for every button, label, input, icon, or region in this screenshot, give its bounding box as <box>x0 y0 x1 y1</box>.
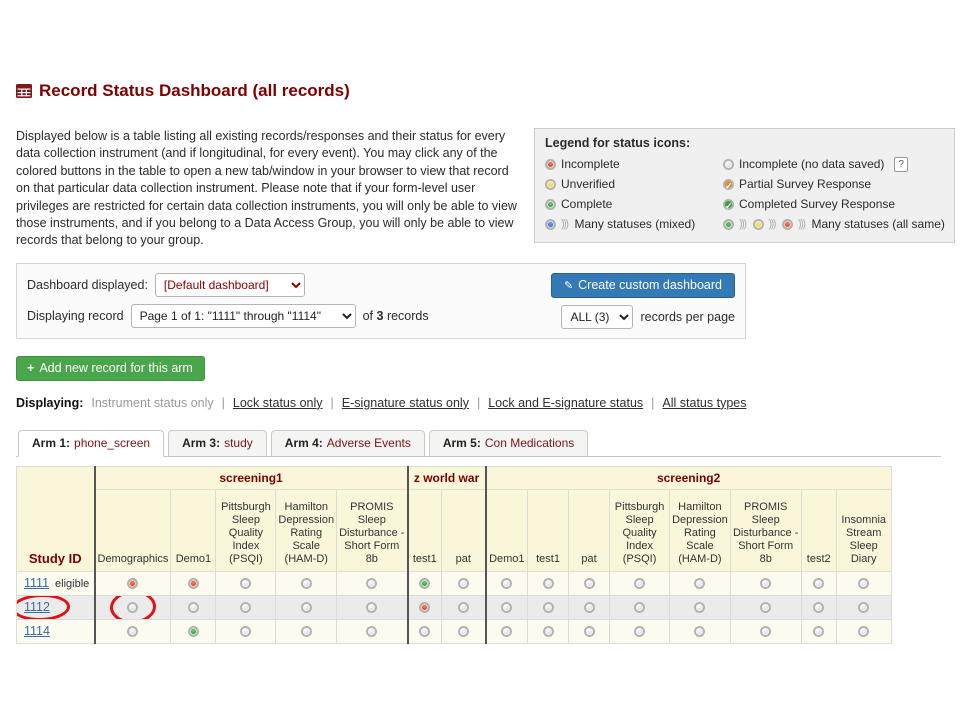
record-status-table <box>16 466 892 644</box>
status-cell <box>486 595 528 619</box>
event-header-screening2: screening2 <box>486 466 892 489</box>
intro-row <box>16 128 955 250</box>
status-icon-none[interactable] <box>813 578 824 589</box>
add-record-button[interactable]: + Add new record for this arm <box>16 356 205 381</box>
page-title-row <box>16 81 955 101</box>
status-icon-incomplete[interactable] <box>127 578 138 589</box>
displaying-record-label: Displaying record <box>27 308 124 323</box>
status-cell <box>95 571 171 595</box>
instrument-header: Pittsburgh Sleep Quality Index (PSQI) <box>216 489 276 571</box>
status-cell <box>801 571 836 595</box>
status-cell <box>836 571 891 595</box>
survey-complete-status-icon <box>723 199 734 210</box>
legend-item <box>545 214 723 234</box>
legend-item-label: Incomplete <box>561 157 620 171</box>
legend-item <box>545 174 723 194</box>
legend-item-label: Unverified <box>561 177 616 191</box>
pencil-icon: ✎ <box>563 279 574 292</box>
status-icon-none[interactable] <box>694 602 705 613</box>
arm-tab-prefix: Arm 5: <box>442 435 481 450</box>
legend-item-label: Partial Survey Response <box>739 177 872 191</box>
dashboard-controls-right <box>551 273 735 329</box>
status-icon-none[interactable] <box>458 602 469 613</box>
status-cell <box>408 571 442 595</box>
status-cell <box>528 619 569 643</box>
instrument-header: Demo1 <box>171 489 216 571</box>
arm-tabs <box>16 430 941 457</box>
status-cell <box>95 619 171 643</box>
status-icon-none[interactable] <box>543 602 554 613</box>
status-icon-none[interactable] <box>501 578 512 589</box>
status-cell <box>216 595 276 619</box>
status-icon-incomplete[interactable] <box>419 602 430 613</box>
instrument-header: pat <box>569 489 610 571</box>
status-icon-none[interactable] <box>858 626 869 637</box>
filter-lock-status-only[interactable]: Lock status only <box>232 395 323 410</box>
legend-item <box>723 214 945 234</box>
instrument-header: test1 <box>528 489 569 571</box>
tab-adverse-events[interactable] <box>271 430 425 456</box>
status-icon-none[interactable] <box>634 626 645 637</box>
status-icon-none[interactable] <box>858 578 869 589</box>
status-cell <box>216 571 276 595</box>
check-icon: ✓ <box>725 180 733 191</box>
arm-tab-prefix: Arm 1: <box>32 435 71 450</box>
status-cell <box>670 571 731 595</box>
legend-item-label: Many statuses (mixed) <box>574 217 696 231</box>
status-cell <box>216 619 276 643</box>
status-icon-incomplete[interactable] <box>188 578 199 589</box>
status-icon-none[interactable] <box>188 602 199 613</box>
status-icon-none[interactable] <box>419 626 430 637</box>
legend-item-label: Many statuses (all same) <box>811 217 945 231</box>
status-cell <box>801 619 836 643</box>
status-icon-none[interactable] <box>813 602 824 613</box>
status-icon-none[interactable] <box>694 626 705 637</box>
instrument-header: Hamilton Depression Rating Scale (HAM-D) <box>670 489 731 571</box>
status-icon-none[interactable] <box>240 626 251 637</box>
status-icon-none[interactable] <box>301 602 312 613</box>
status-cell <box>337 595 408 619</box>
help-icon[interactable]: ? <box>894 157 908 172</box>
tab-con-medications[interactable] <box>429 430 588 456</box>
status-cell <box>569 619 610 643</box>
status-cell <box>610 619 670 643</box>
status-cell <box>276 571 337 595</box>
status-icon-none[interactable] <box>366 626 377 637</box>
legend-title: Legend for status icons: <box>545 136 691 150</box>
incomplete-status-icon <box>782 219 793 230</box>
status-icon-none[interactable] <box>301 626 312 637</box>
status-icon-none[interactable] <box>760 602 771 613</box>
filter-instrument-status-only: Instrument status only <box>91 395 214 410</box>
record-link-1111[interactable]: 1111 <box>24 576 50 591</box>
dashboard-displayed-label: Dashboard displayed: <box>27 277 148 292</box>
instrument-header: Demo1 <box>486 489 528 571</box>
arm-tab-prefix: Arm 4: <box>284 435 323 450</box>
survey-partial-status-icon <box>723 179 734 190</box>
status-icon-none[interactable] <box>501 602 512 613</box>
status-cell <box>610 571 670 595</box>
status-cell <box>569 571 610 595</box>
filter-separator: | <box>221 395 225 410</box>
arm-tab-name: phone_screen <box>74 435 151 450</box>
check-icon: ✓ <box>725 200 733 211</box>
record-link-1114[interactable]: 1114 <box>24 624 50 639</box>
status-icon-none[interactable] <box>543 578 554 589</box>
complete-status-icon <box>723 219 734 230</box>
page-description: Displayed below is a table listing all existing records/responses and their status for every data collection instrument (and if longitudinal, for every event). You may click any of the colored buttons in the table to open a new tab/window in your browser to view that record on that particular data collection instrument. Please note that if your form-level user privileges are restricted for certain data collection instruments, you will only be able to view those instruments, and if you belong to a Data Access Group, you will only be able to view records that belong to your group. <box>16 129 517 248</box>
legend-item-label: Completed Survey Response <box>739 197 896 211</box>
status-icon-none[interactable] <box>813 626 824 637</box>
status-cell <box>408 595 442 619</box>
legend-grid <box>545 154 944 234</box>
dashboard-controls-box <box>16 263 746 339</box>
record-row-1114 <box>17 619 892 643</box>
status-icon-none[interactable] <box>760 626 771 637</box>
legend-item <box>723 194 945 214</box>
legend-item-label: Complete <box>561 197 613 211</box>
status-cell <box>670 619 731 643</box>
filter-separator: | <box>330 395 334 410</box>
status-cell <box>171 619 216 643</box>
record-id-cell <box>17 571 95 595</box>
instrument-header: PROMIS Sleep Disturbance - Short Form 8b <box>730 489 801 571</box>
incomplete-status-icon <box>545 159 556 170</box>
status-icon-none[interactable] <box>501 626 512 637</box>
instrument-header: PROMIS Sleep Disturbance - Short Form 8b <box>337 489 408 571</box>
status-icon-none[interactable] <box>240 578 251 589</box>
arm-tab-name: study <box>224 435 253 450</box>
table-icon <box>16 84 32 98</box>
arm-tab-name: Con Medications <box>484 435 575 450</box>
status-icon-none[interactable] <box>634 602 645 613</box>
instrument-header: test2 <box>801 489 836 571</box>
echo-rings-icon: ))) <box>798 218 805 230</box>
status-icon-none[interactable] <box>240 602 251 613</box>
status-icon-none[interactable] <box>584 626 595 637</box>
status-cell <box>337 619 408 643</box>
status-icon-none[interactable] <box>634 578 645 589</box>
status-cell <box>276 619 337 643</box>
status-cell <box>486 619 528 643</box>
filter-e-signature-status-only[interactable]: E-signature status only <box>341 395 469 410</box>
status-icon-complete[interactable] <box>419 578 430 589</box>
legend-item <box>545 154 723 174</box>
filter-separator: | <box>476 395 481 410</box>
status-cell <box>408 619 442 643</box>
status-icon-none[interactable] <box>458 626 469 637</box>
none-status-icon <box>723 159 734 170</box>
legend-item <box>545 194 723 214</box>
status-cell <box>569 595 610 619</box>
status-icon-none[interactable] <box>127 626 138 637</box>
record-link-1112[interactable]: 1112 <box>24 600 50 615</box>
instrument-header: test1 <box>408 489 442 571</box>
instrument-header: Pittsburgh Sleep Quality Index (PSQI) <box>610 489 670 571</box>
status-icon-none[interactable] <box>584 578 595 589</box>
instrument-header: pat <box>442 489 486 571</box>
status-cell <box>528 571 569 595</box>
status-cell <box>442 595 486 619</box>
records-per-page-select[interactable] <box>561 305 633 329</box>
echo-rings-icon: ))) <box>739 218 746 230</box>
records-count: 3 <box>376 308 384 323</box>
status-cell <box>442 619 486 643</box>
page-title: Record Status Dashboard (all records) <box>39 81 350 100</box>
status-icon-none[interactable] <box>366 578 377 589</box>
instrument-header: Hamilton Depression Rating Scale (HAM-D) <box>276 489 337 571</box>
status-icon-complete[interactable] <box>188 626 199 637</box>
status-cell <box>337 571 408 595</box>
status-cell <box>836 619 891 643</box>
arm-tab-name: Adverse Events <box>326 435 411 450</box>
plus-icon: + <box>27 360 35 375</box>
filter-lock-and-e-signature-status[interactable]: Lock and E-signature status <box>488 395 644 410</box>
mixed-status-icon <box>545 219 556 230</box>
status-cell <box>276 595 337 619</box>
tab-phone-screen[interactable] <box>18 430 164 457</box>
displaying-label: Displaying: <box>16 395 84 410</box>
status-cell <box>836 595 891 619</box>
status-cell <box>486 571 528 595</box>
status-cell <box>730 571 801 595</box>
record-id-cell <box>17 595 95 619</box>
status-cell <box>730 619 801 643</box>
legend-item-label: Incomplete (no data saved) <box>739 157 885 171</box>
dashboard-controls-left <box>27 273 429 329</box>
dashboard-select[interactable] <box>155 273 305 297</box>
study-id-column-header: Study ID <box>17 466 95 571</box>
legend-item <box>723 174 945 194</box>
unverified-status-icon <box>753 219 764 230</box>
records-per-page-label: records per page <box>640 309 735 324</box>
record-row-1112 <box>17 595 892 619</box>
status-icon-none[interactable] <box>694 578 705 589</box>
legend-box <box>534 128 955 243</box>
status-icon-none[interactable] <box>858 602 869 613</box>
status-cell <box>95 595 171 619</box>
filter-all-status-types[interactable]: All status types <box>662 395 747 410</box>
status-icon-none[interactable] <box>760 578 771 589</box>
complete-status-icon <box>545 199 556 210</box>
status-cell <box>801 595 836 619</box>
status-cell <box>171 571 216 595</box>
status-cell <box>171 595 216 619</box>
instrument-header: Demographics <box>95 489 171 571</box>
status-cell <box>442 571 486 595</box>
echo-rings-icon: ))) <box>561 218 568 230</box>
echo-rings-icon: ))) <box>768 218 775 230</box>
status-cell <box>610 595 670 619</box>
status-cell <box>528 595 569 619</box>
record-note: eligible <box>55 578 90 591</box>
create-custom-dashboard-button[interactable]: ✎ Create custom dashboard <box>551 273 735 298</box>
event-header-screening1: screening1 <box>95 466 408 489</box>
records-count-text: of 3 records <box>362 308 429 323</box>
filter-separator: | <box>651 395 655 410</box>
status-icon-none[interactable] <box>127 602 138 613</box>
status-icon-none[interactable] <box>458 578 469 589</box>
status-icon-none[interactable] <box>301 578 312 589</box>
status-icon-none[interactable] <box>543 626 554 637</box>
tab-study[interactable] <box>168 430 267 456</box>
record-page-select[interactable] <box>131 304 356 328</box>
record-row-1111 <box>17 571 892 595</box>
status-cell <box>670 595 731 619</box>
status-filter-bar <box>16 396 955 410</box>
status-cell <box>730 595 801 619</box>
status-icon-none[interactable] <box>366 602 377 613</box>
legend-item <box>723 154 945 174</box>
record-id-cell <box>17 619 95 643</box>
event-header-z-world-war: z world war <box>408 466 486 489</box>
status-icon-none[interactable] <box>584 602 595 613</box>
arm-tab-prefix: Arm 3: <box>182 435 221 450</box>
instrument-header: Insomnia Stream Sleep Diary <box>836 489 891 571</box>
unverified-status-icon <box>545 179 556 190</box>
